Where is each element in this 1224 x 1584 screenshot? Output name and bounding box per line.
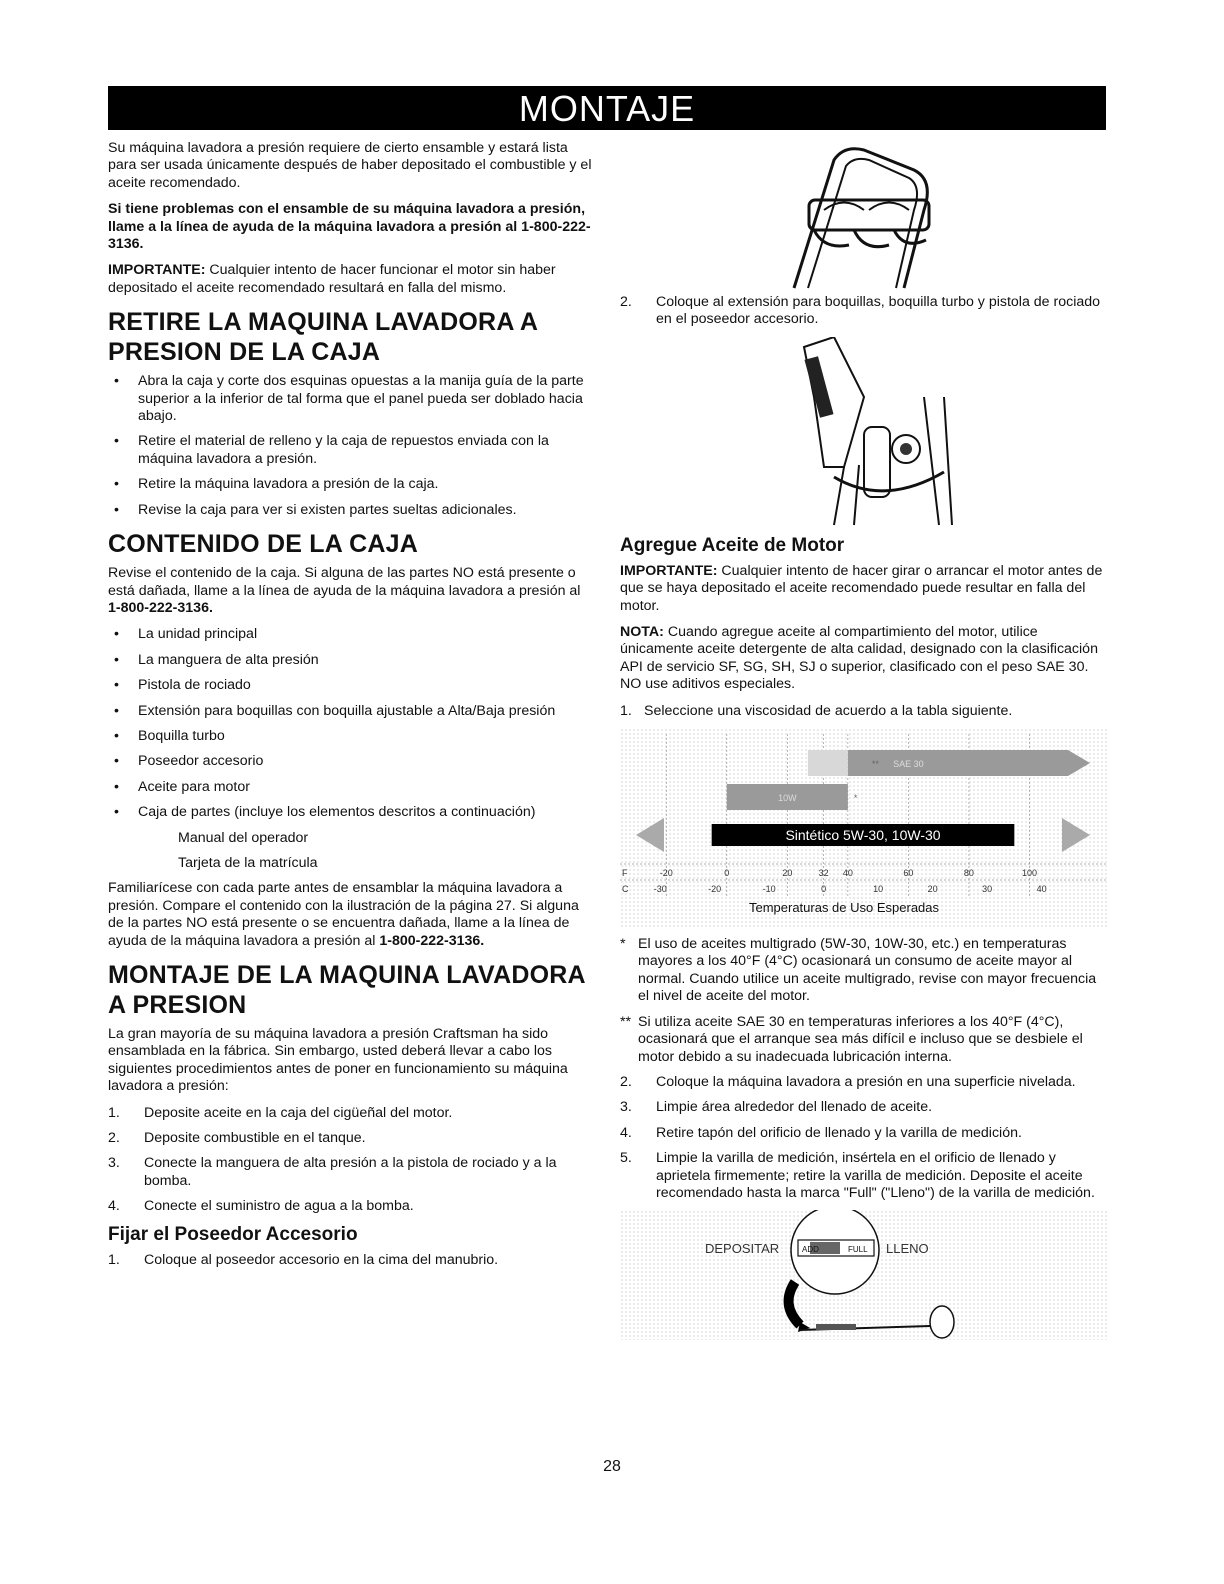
holder-steps <box>108 1252 592 1269</box>
assembly-steps <box>108 1105 592 1216</box>
dipstick-full-mark: FULL <box>848 1245 868 1255</box>
footnote-1 <box>620 936 1108 1006</box>
dipstick-add-mark: ADD <box>802 1245 819 1255</box>
contents-list <box>108 626 592 821</box>
step-number: 4. <box>620 1124 632 1141</box>
sub-item: Manual del operador <box>178 829 309 846</box>
page-title-banner: MONTAJE <box>108 86 1106 130</box>
tick-label-f: 20 <box>782 868 793 879</box>
step-number: 5. <box>620 1150 632 1167</box>
tick-label-c: 30 <box>982 884 993 895</box>
step-text: Coloque al extensión para boquillas, boquilla turbo y pistola de rociado en el poseedor accesorio. <box>656 294 1101 328</box>
intro-text: Su máquina lavadora a presión requiere de cierto ensamble y estará lista para ser usada únicamente después de haber depositado el combustible y el aceite recomendado. <box>108 140 592 191</box>
step-number: 1. <box>620 702 632 719</box>
important-label: IMPORTANTE: <box>620 562 718 579</box>
list-item <box>620 703 1108 720</box>
list-item <box>108 1155 592 1190</box>
familiarize-text <box>108 880 592 950</box>
step-text: Coloque al poseedor accesorio en la cima del manubrio. <box>144 1251 499 1268</box>
series-label-synthetic: Sintético 5W-30, 10W-30 <box>785 827 941 844</box>
axis-unit-c: C <box>622 884 629 895</box>
list-item: • La manguera de alta presión <box>108 652 592 669</box>
contents-intro <box>108 565 592 617</box>
list-item <box>620 1099 1108 1116</box>
page-number: 28 <box>603 1458 621 1475</box>
step-number: 2. <box>620 1073 632 1090</box>
series-marker: * <box>853 793 858 804</box>
series-label-10w: 10W <box>778 793 797 804</box>
step-number: 3. <box>620 1099 632 1116</box>
important-label: IMPORTANTE: <box>108 262 206 279</box>
tick-label-f: 0 <box>724 868 730 879</box>
help-line-text: Si tiene problemas con el ensamble de su máquina lavadora a presión, llame a la línea de ayuda de la máquina lavadora a presión al 1-800-222-3136. <box>108 201 591 253</box>
nota-label: NOTA: <box>620 624 664 641</box>
important-note <box>108 262 592 297</box>
list-item: • La unidad principal <box>108 626 592 643</box>
tick-label-c: -30 <box>653 884 667 895</box>
important-note <box>620 563 1108 615</box>
heading-add-oil: Agregue Aceite de Motor <box>620 534 845 556</box>
tick-label-f: 40 <box>842 868 853 879</box>
remove-list <box>108 373 592 519</box>
accessory-holder-illustration <box>754 140 974 290</box>
dipstick-add-label: DEPOSITAR <box>705 1241 780 1257</box>
heading-holder: Fijar el Poseedor Accesorio <box>108 1223 358 1245</box>
oil-step-1 <box>620 703 1108 720</box>
list-item <box>108 1130 592 1147</box>
tick-label-c: 20 <box>927 884 938 895</box>
sub-item: Tarjeta de la matrícula <box>178 854 318 871</box>
step-number: 2. <box>620 294 632 310</box>
nota-note <box>620 624 1108 694</box>
contents-intro-text: Revise el contenido de la caja. Si alguna de las partes NO está presente o está dañada, llame a la línea de ayuda de la máquina lavadora a presión al <box>108 565 581 599</box>
footnote-text: Si utiliza aceite SAE 30 en temperaturas inferiores a los 40°F (4°C), ocasionará que el arranque sea más difícil e incluso que se desbiele el motor debido a su inadecuada lubricación interna. <box>638 1013 1083 1065</box>
heading-remove: RETIRE LA MAQUINA LAVADORA A PRESION DE LA CAJA <box>108 308 538 367</box>
step-text: Seleccione una viscosidad de acuerdo a la tabla siguiente. <box>644 702 1013 719</box>
list-item: • Poseedor accesorio <box>108 753 592 770</box>
assembly-intro: La gran mayoría de su máquina lavadora a presión Craftsman ha sido ensamblada en la fábrica. Sin embargo, usted deberá llevar a cabo los siguientes procedimientos antes de poner en funcionamiento su máquina lavadora a presión: <box>108 1026 568 1095</box>
list-item <box>620 294 1108 329</box>
tick-label-c: 10 <box>873 884 884 895</box>
viscosity-chart-svg <box>620 728 1108 928</box>
series-fade-sae30 <box>808 750 848 776</box>
list-item: • Retire el material de relleno y la caja de repuestos enviada con la máquina lavadora a presión. <box>108 433 592 468</box>
tick-label-f: 80 <box>963 868 974 879</box>
dipstick-full-label: LLENO <box>886 1241 929 1257</box>
tick-label-f: 60 <box>903 868 914 879</box>
tick-label-f: 32 <box>818 868 829 879</box>
list-item: • Boquilla turbo <box>108 728 592 745</box>
viscosity-chart <box>620 728 1108 928</box>
list-item: • Revise la caja para ver si existen partes sueltas adicionales. <box>108 502 592 519</box>
step-text: Deposite aceite en la caja del cigüeñal del motor. <box>144 1104 453 1121</box>
series-marker: ** <box>871 759 879 770</box>
oil-steps <box>620 1074 1108 1202</box>
nozzle-holder-illustration <box>774 337 954 527</box>
right-column <box>620 140 1108 1340</box>
step-number: 3. <box>108 1155 120 1172</box>
step-text: Conecte la manguera de alta presión a la pistola de rociado y a la bomba. <box>144 1155 557 1189</box>
x-axis-label: Temperaturas de Uso Esperadas <box>748 900 940 916</box>
tick-label-c: -10 <box>762 884 776 895</box>
holder-steps-cont <box>620 294 1108 329</box>
tick-label-c: -20 <box>708 884 722 895</box>
tick-label-c: 40 <box>1036 884 1047 895</box>
step-text: Limpie área alrededor del llenado de aceite. <box>656 1099 933 1116</box>
step-text: Limpie la varilla de medición, insértela en el orificio de llenado y aprietela firmemente; retire la varilla de medición. Deposite el aceite recomendado hasta la marca "Full" ("Lleno") de la varilla de medición. <box>656 1150 1095 1201</box>
list-item: • Extensión para boquillas con boquilla ajustable a Alta/Baja presión <box>108 703 592 720</box>
list-item <box>620 1125 1108 1142</box>
dipstick-illustration <box>620 1210 1108 1340</box>
phone-number: 1-800-222-3136. <box>379 932 485 949</box>
footnote-marker: * <box>620 936 626 953</box>
heading-assembly: MONTAJE DE LA MAQUINA LAVADORA A PRESION <box>108 961 585 1019</box>
step-number: 4. <box>108 1198 120 1215</box>
list-item: • Aceite para motor <box>108 779 592 796</box>
list-item: • Pistola de rociado <box>108 677 592 694</box>
tick-label-f: -20 <box>659 868 673 879</box>
important-text: Cualquier intento de hacer funcionar el motor sin haber depositado el aceite recomendado resultará en falla del mismo. <box>108 262 556 296</box>
step-text: Conecte el suministro de agua a la bomba. <box>144 1198 414 1215</box>
heading-contents: CONTENIDO DE LA CAJA <box>108 530 419 559</box>
list-item <box>108 1252 592 1269</box>
step-number: 2. <box>108 1130 120 1147</box>
list-item <box>620 1150 1108 1202</box>
tick-label-c: 0 <box>821 884 827 895</box>
step-text: Coloque la máquina lavadora a presión en una superficie nivelada. <box>656 1073 1076 1090</box>
tick-label-f: 100 <box>1021 868 1037 879</box>
footnote-marker: ** <box>620 1013 632 1030</box>
list-item: • Caja de partes (incluye los elementos descritos a continuación) <box>108 804 592 821</box>
axis-unit-f: F <box>622 868 628 879</box>
series-label-sae30: SAE 30 <box>893 759 924 770</box>
step-number: 1. <box>108 1104 120 1121</box>
step-text: Deposite combustible en el tanque. <box>144 1130 366 1147</box>
step-number: 1. <box>108 1251 120 1268</box>
step-text: Retire tapón del orificio de llenado y la varilla de medición. <box>656 1124 1022 1141</box>
nota-text: Cuando agregue aceite al compartimiento del motor, utilice únicamente aceite detergente de alta calidad, designado con la clasificación API de servicio SF, SG, SH, SJ o superior, clasificado con el peso SAE 30. NO use aditivos especiales. <box>620 624 1098 693</box>
important-text: Cualquier intento de hacer girar o arrancar el motor antes de que se haya depositado el aceite recomendado puede resultar en falla del motor. <box>620 562 1103 614</box>
footnote-text: El uso de aceites multigrado (5W-30, 10W-30, etc.) en temperaturas mayores a los 40°F (4°C) ocasionará un consumo de aceite mayor al normal. Cuando utilice un aceite multigrado, revise con mayor frecuencia el nivel de aceite del motor. <box>638 936 1097 1005</box>
list-item <box>108 1198 592 1215</box>
series-bar-sae30 <box>848 750 1090 776</box>
list-item <box>620 1074 1108 1091</box>
footnote-2 <box>620 1014 1108 1066</box>
left-column <box>108 140 592 1277</box>
familiarize-body: Familiarícese con cada parte antes de ensamblar la máquina lavadora a presión. Compare el contenido con la ilustración de la página 27. Si alguna de la partes NO está presente o se encuentra dañada, llame a la línea de ayuda de la máquina lavadora a presión al <box>108 880 579 949</box>
list-item: • Abra la caja y corte dos esquinas opuestas a la manija guía de la parte superior a la inferior de tal forma que el panel pueda ser doblado hacia abajo. <box>108 373 592 425</box>
list-item <box>108 1105 592 1122</box>
phone-number: 1-800-222-3136. <box>108 599 213 616</box>
list-item: • Retire la máquina lavadora a presión de la caja. <box>108 476 592 493</box>
